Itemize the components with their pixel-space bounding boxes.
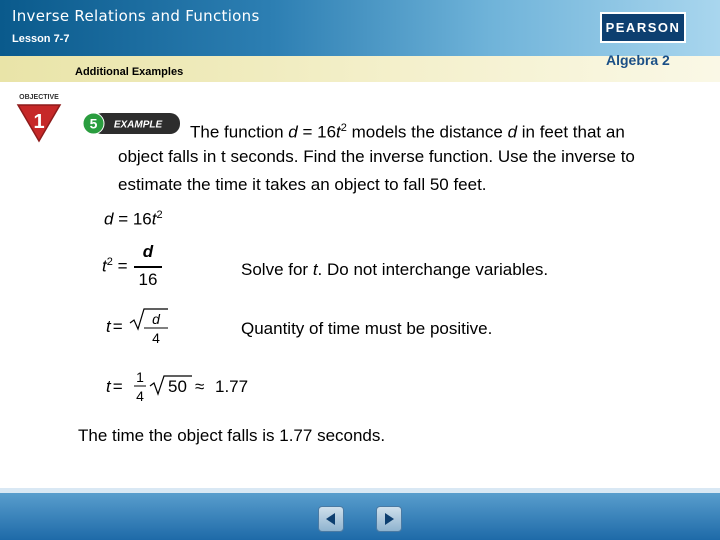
equation-2-lhs [102,256,128,277]
var-t: t [106,317,111,336]
fraction-denominator: 4 [152,330,160,346]
problem-text: in feet that an [517,122,625,142]
fraction-one-fourth [132,368,148,406]
next-button[interactable] [376,506,402,532]
fraction-bar [134,266,162,268]
approx-sign: ≈ [195,377,205,396]
var-t: t [336,122,341,142]
sqrt-d-over-4 [128,307,178,347]
example-label: EXAMPLE [113,119,163,131]
var-d: d [507,122,518,142]
fraction-denominator: 16 [138,270,158,289]
result-value: 1.77 [215,377,249,396]
problem-text: models the distance [346,122,508,142]
note-positive-time: Quantity of time must be positive. [241,319,493,338]
footer-divider [0,488,720,493]
lesson-label: Lesson 7-7 [12,33,70,45]
fraction-denominator: 4 [136,388,144,404]
var-t: t [102,256,107,276]
equals-sign: = [112,377,123,396]
header-banner [0,0,720,82]
equals-sign: = [112,317,123,336]
conclusion: The time the object falls is 1.77 seconds. [78,426,386,445]
fraction-numerator: d [152,311,160,327]
course-label: Algebra 2 [606,52,670,68]
note-solve-for-t [241,260,548,280]
exponent: 2 [340,122,347,134]
fraction-d-over-16 [134,242,162,294]
equation-1 [104,209,163,230]
equals-sign: = [117,256,128,276]
page-title: Inverse Relations and Functions [12,7,260,25]
note-text: Solve for [241,260,313,279]
section-label: Additional Examples [75,66,184,78]
triangle-right-icon [377,507,401,531]
example-number: 5 [89,115,98,132]
problem-text: The function [190,122,289,142]
equation-text: = 16 [113,209,152,229]
equation-3-lhs [106,317,123,337]
problem-line-2: object falls in t seconds. Find the inverse function. Use the inverse to [118,147,635,166]
var-d: d [104,209,114,229]
objective-badge [14,94,70,144]
var-d: d [288,122,298,142]
objective-label: OBJECTIVE [19,94,59,101]
pearson-logo: PEARSON [600,12,686,43]
example-badge [82,112,182,135]
triangle-left-icon [319,507,343,531]
problem-line-3: estimate the time it takes an object to fall 50 feet. [118,175,487,194]
equation-4-lhs [106,377,123,397]
var-t: t [151,209,157,229]
fraction-numerator: d [142,242,154,261]
exponent: 2 [106,256,113,268]
prev-button[interactable] [318,506,344,532]
radicand: 50 [168,377,187,396]
footer-bar [0,488,720,540]
note-text: . Do not interchange variables. [317,260,549,279]
objective-number: 1 [33,111,45,133]
problem-text: = 16 [297,122,337,142]
objective-shield-icon [14,103,64,143]
var-t: t [106,377,111,396]
fraction-numerator: 1 [136,369,144,385]
var-t: t [312,260,318,279]
exponent: 2 [156,209,163,221]
